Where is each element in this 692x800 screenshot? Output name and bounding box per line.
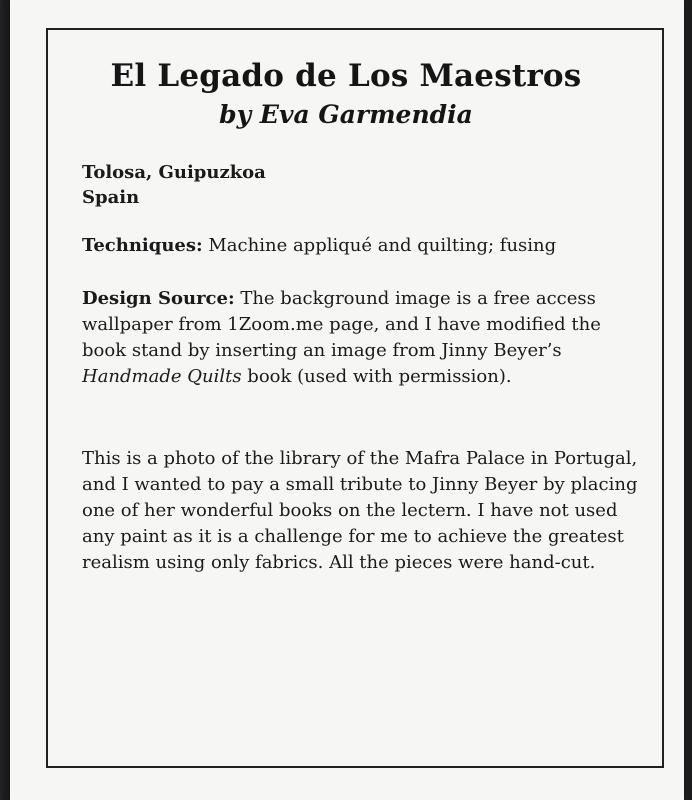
location-city: Tolosa, Guipuzkoa [82,162,266,183]
techniques-paragraph [82,233,642,259]
design-source-text-before: The background image is a free access wallpaper from 1Zoom.me page, and I have modified the book stand by inserting an image from Jinny Beyer’s [82,288,601,361]
techniques-label: Techniques: [82,235,203,256]
design-source-text-after: book (used with permission). [241,366,512,387]
design-source-label: Design Source: [82,288,235,309]
artist-location [82,160,266,210]
artist-byline: by Eva Garmendia [219,100,473,129]
book-title: Handmade Quilts [82,366,242,387]
location-country: Spain [82,187,140,208]
design-source-paragraph [82,286,642,390]
techniques-text: Machine appliqué and quilting; fusing [202,235,557,256]
quilt-title: El Legado de Los Maestros [110,58,582,94]
card-border-frame [46,28,664,768]
artist-statement-paragraph: This is a photo of the library of the Mafra Palace in Portugal, and I wanted to pay a small tribute to Jinny Beyer by placing one of her wonderful books on the lectern. I have not used any paint as it is a challenge for me to achieve the greatest realism using only fabrics. All the pieces were hand-cut. [82,448,638,573]
